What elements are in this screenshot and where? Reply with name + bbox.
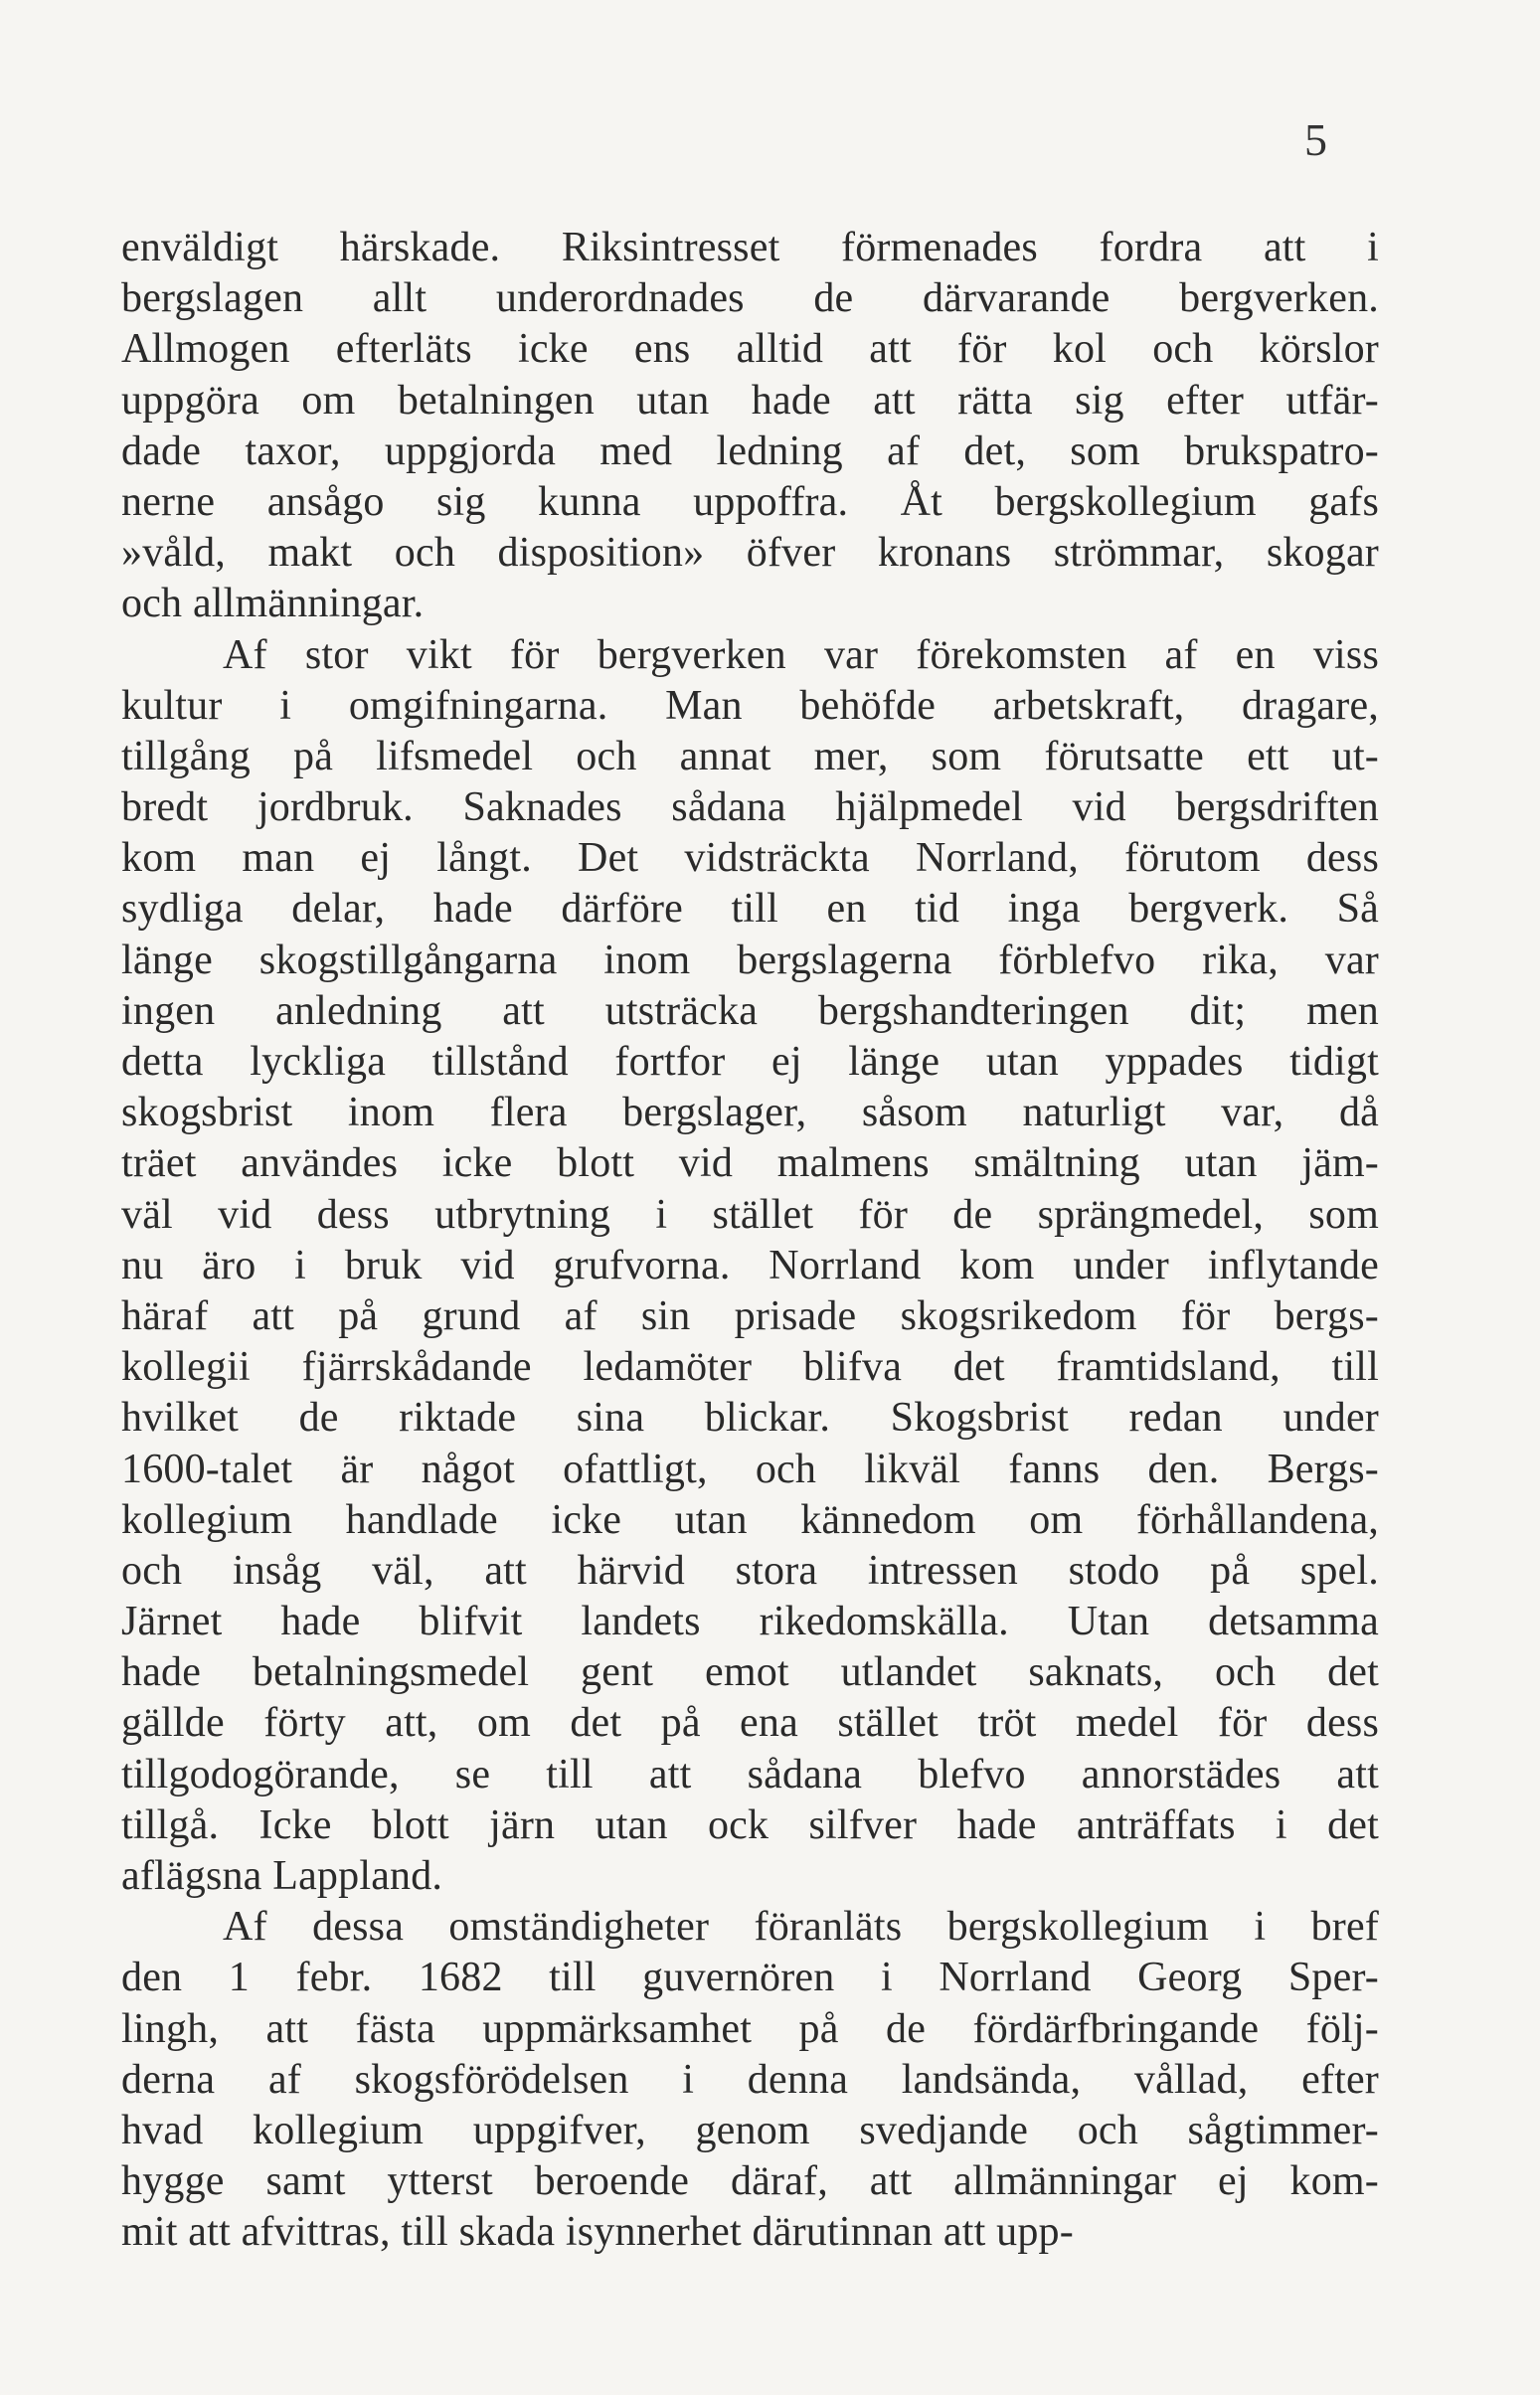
text-line: tillgå. Icke blott järn utan ock silfver hade anträffats i det — [121, 1801, 1379, 1848]
page-number: 5 — [1304, 114, 1327, 165]
text-line: sydliga delar, hade därföre till en tid inga bergverk. Så — [121, 886, 1379, 933]
text-line: Allmogen efterläts icke ens alltid att för kol och körslor — [121, 326, 1379, 373]
text-line: träet användes icke blott vid malmens smältning utan jäm- — [121, 1140, 1379, 1187]
text-line: lingh, att fästa uppmärksamhet på de fördärfbringande följ- — [121, 2005, 1379, 2052]
text-line: Järnet hade blifvit landets rikedomskälla. Utan detsamma — [121, 1599, 1379, 1645]
text-line: »våld, makt och disposition» öfver kronans strömmar, skogar — [121, 530, 1379, 577]
text-line: enväldigt härskade. Riksintresset förmenades fordra att i — [121, 225, 1379, 270]
text-line: häraf att på grund af sin prisade skogsrikedom för bergs- — [121, 1292, 1379, 1339]
body-text — [121, 223, 1379, 2259]
text-line: kollegii fjärrskådande ledamöter blifva det framtidsland, till — [121, 1344, 1379, 1391]
text-line: väl vid dess utbrytning i stället för de sprängmedel, som — [121, 1191, 1379, 1238]
text-line: Af stor vikt för bergverken var förekomsten af en viss — [223, 631, 1379, 678]
text-line: och insåg väl, att härvid stora intressen stodo på spel. — [121, 1547, 1379, 1594]
text-line: mit att afvittras, till skada isynnerhet därutinnan att upp- — [121, 2209, 1074, 2256]
text-line: tillgodogörande, se till att sådana blefvo annorstädes att — [121, 1751, 1379, 1797]
text-line: detta lyckliga tillstånd fortfor ej länge utan yppades tidigt — [121, 1039, 1379, 1085]
text-line: 1600-talet är något ofattligt, och likväl fanns den. Bergs- — [121, 1446, 1379, 1492]
text-line: nerne ansågo sig kunna uppoffra. Åt bergskollegium gafs — [121, 478, 1379, 525]
text-line: nu äro i bruk vid grufvorna. Norrland kom under inflytande — [121, 1242, 1379, 1288]
text-line: kom man ej långt. Det vidsträckta Norrland, förutom dess — [121, 835, 1379, 882]
text-line: Af dessa omständigheter föranläts bergskollegium i bref — [223, 1904, 1379, 1951]
text-line: kollegium handlade icke utan kännedom om förhållandena, — [121, 1496, 1379, 1543]
text-line: bredt jordbruk. Saknades sådana hjälpmedel vid bergsdriften — [121, 784, 1379, 831]
text-line: den 1 febr. 1682 till guvernören i Norrland Georg Sper- — [121, 1955, 1379, 2001]
text-line: hvilket de riktade sina blickar. Skogsbrist redan under — [121, 1395, 1379, 1442]
text-line: tillgång på lifsmedel och annat mer, som förutsatte ett ut- — [121, 733, 1379, 779]
text-line: och allmänningar. — [121, 581, 425, 627]
text-line: skogsbrist inom flera bergslager, såsom naturligt var, då — [121, 1090, 1379, 1136]
text-line: hvad kollegium uppgifver, genom svedjande och sågtimmer- — [121, 2107, 1379, 2153]
text-line: aflägsna Lappland. — [121, 1853, 443, 1899]
text-line: dade taxor, uppgjorda med ledning af det, som brukspatro- — [121, 428, 1379, 474]
text-line: derna af skogsförödelsen i denna landsända, vållad, efter — [121, 2056, 1379, 2103]
text-line: kultur i omgifningarna. Man behöfde arbetskraft, dragare, — [121, 682, 1379, 729]
text-line: gällde förty att, om det på ena stället tröt medel för dess — [121, 1700, 1379, 1747]
text-line: länge skogstillgångarna inom bergslagerna förblefvo rika, var — [121, 937, 1379, 983]
text-line: ingen anledning att utsträcka bergshandteringen dit; men — [121, 987, 1379, 1034]
text-line: uppgöra om betalningen utan hade att rätta sig efter utfär- — [121, 377, 1379, 424]
text-line: hade betalningsmedel gent emot utlandet saknats, och det — [121, 1649, 1379, 1696]
text-line: bergslagen allt underordnades de därvarande bergverken. — [121, 275, 1379, 322]
text-line: hygge samt ytterst beroende däraf, att allmänningar ej kom- — [121, 2158, 1379, 2205]
